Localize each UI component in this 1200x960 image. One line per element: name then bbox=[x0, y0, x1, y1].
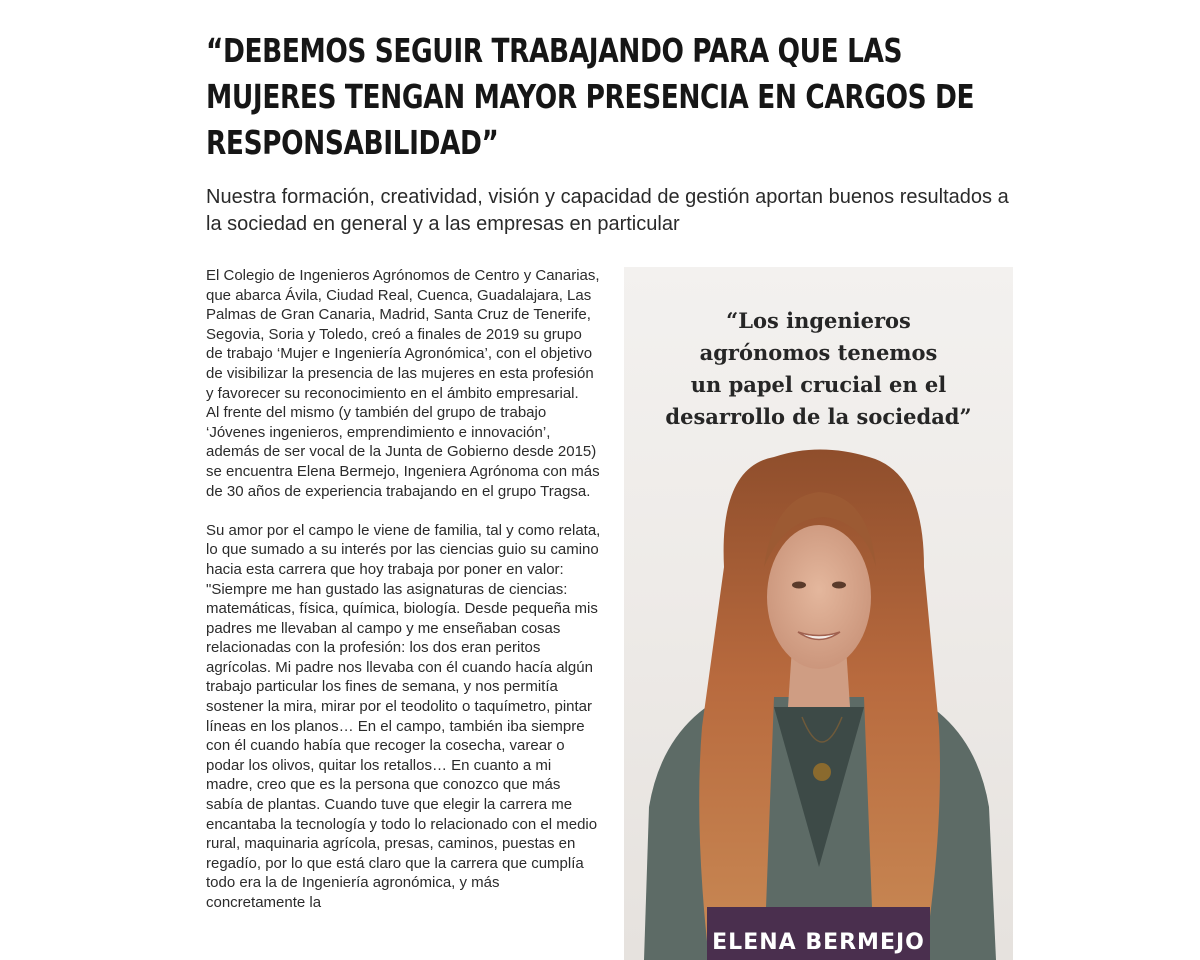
pull-quote-line: agrónomos tenemos bbox=[699, 340, 938, 365]
pendant-shape bbox=[813, 763, 831, 781]
headline-line: “DEBEMOS SEGUIR TRABAJANDO PARA QUE LAS bbox=[206, 31, 903, 70]
pull-quote bbox=[624, 305, 1013, 433]
body-paragraph: Su amor por el campo le viene de familia, tal y como relata, lo que sumado a su interés por las ciencias guio su camino hacia esta carrera que hoy trabaja por poner en valor: "Siempre me han gustado las asignaturas de ciencias: matemáticas, física, química, biología. Desde pequeña mis padres me llevaban al campo y me enseñaban cosas relacionadas con la profesión: los dos eran peritos agrícolas. Mi padre nos llevaba con él cuando hacía algún trabajo particular los fines de semana, y nos permitía sostener la mira, mirar por el teodolito o taquímetro, pintar líneas en los planos… En el campo, también iba siempre con él cuando había que recoger la cosecha, varear o podar los olivos, quitar los retallos… En cuanto a mi madre, creo que es la persona que conozco que más sabía de plantas. Cuando tuve que elegir la carrera me encantaba la tecnología y todo lo relacionado con el medio rural, maquinaria agrícola, presas, caminos, puestas en regadío, por lo que está claro que la carrera que cumplía todo era la de Ingeniería agronómica, y más concretamente la bbox=[206, 521, 601, 911]
face-shape bbox=[767, 525, 871, 669]
article-headline bbox=[206, 28, 975, 166]
headline-line: MUJERES TENGAN MAYOR PRESENCIA EN CARGOS DE bbox=[206, 77, 975, 116]
article-body bbox=[206, 266, 601, 913]
body-paragraph: Al frente del mismo (y también del grupo de trabajo ‘Jóvenes ingenieros, emprendimiento e innovación’, además de ser vocal de la Junta de Gobierno desde 2015) se encuentra Elena Bermejo, Ingeniera Agrónoma con más de 30 años de experiencia trabajando en el grupo Tragsa. bbox=[206, 404, 600, 500]
pull-quote-line: un papel crucial en el bbox=[690, 372, 947, 397]
portrait-photo-panel bbox=[624, 267, 1013, 960]
headline-line: RESPONSABILIDAD” bbox=[206, 123, 499, 162]
pull-quote-line: “Los ingenieros bbox=[726, 308, 911, 333]
article-subtitle: Nuestra formación, creatividad, visión y capacidad de gestión aportan buenos resultados a la sociedad en general y a las empresas en particular bbox=[206, 186, 1009, 235]
body-paragraph: El Colegio de Ingenieros Agrónomos de Centro y Canarias, que abarca Ávila, Ciudad Real, Cuenca, Guadalajara, Las Palmas de Gran Canaria, Madrid, Santa Cruz de Tenerife, Segovia, Soria y Toledo, creó a finales de 2019 su grupo de trabajo ‘Mujer e Ingeniería Agronómica’, con el objetivo de visibilizar la presencia de las mujeres en esta profesión y favorecer su reconocimiento en el ámbito empresarial. bbox=[206, 267, 600, 402]
person-name: ELENA BERMEJO bbox=[712, 930, 925, 955]
name-plate bbox=[707, 907, 930, 960]
pull-quote-line: desarrollo de la sociedad” bbox=[665, 404, 972, 429]
